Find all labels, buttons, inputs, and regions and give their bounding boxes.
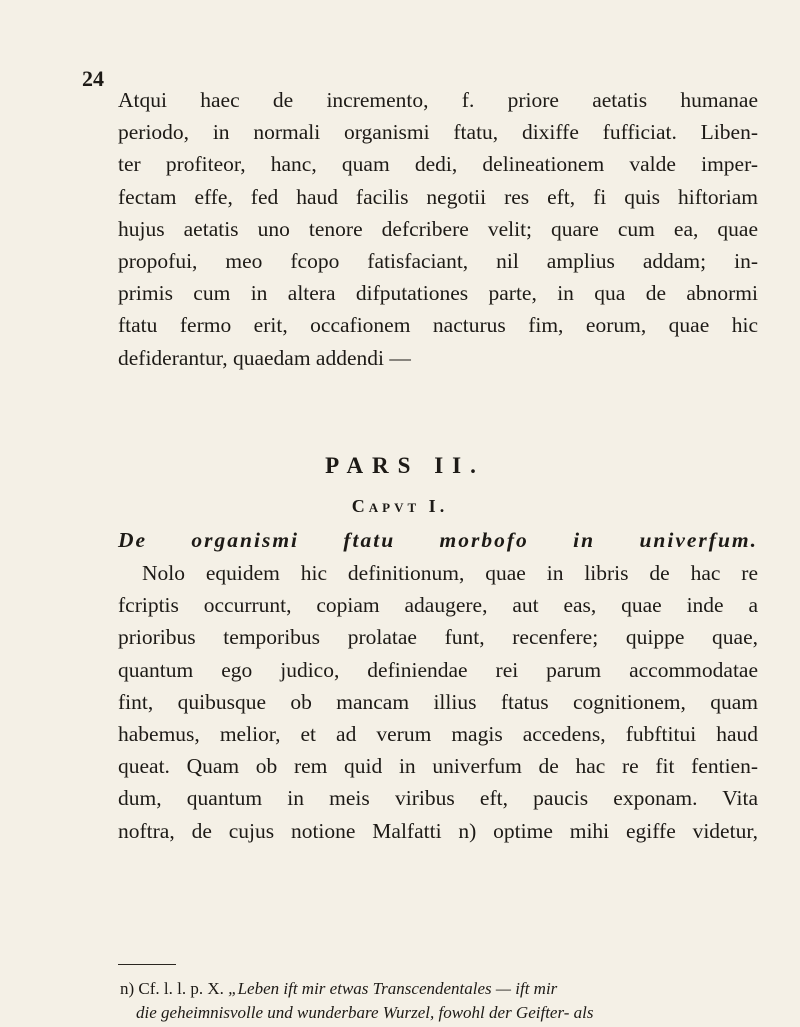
text-line: ter profiteor, hanc, quam dedi, delineationem valde imper- xyxy=(118,152,758,177)
text-line: fint, quibusque ob mancam illius ftatus cognitionem, quam xyxy=(118,689,758,714)
section-title: De organismi ftatu morbofo in univerfum. xyxy=(118,528,758,552)
page-number: 24 xyxy=(82,66,104,91)
text-line: quantum ego judico, definiendae rei parum accommodatae xyxy=(118,657,758,682)
footnote-quote: „Leben ift mir etwas Transcendentales — ift mir xyxy=(228,979,558,998)
text-line: prioribus temporibus prolatae funt, recenfere; quippe quae, xyxy=(118,625,758,650)
text-line: fcriptis occurrunt, copiam adaugere, aut eas, quae inde a xyxy=(118,593,758,618)
text-line: noftra, de cujus notione Malfatti n) optime mihi egiffe videtur, xyxy=(118,818,758,843)
text-line: queat. Quam ob rem quid in univerfum de hac re fit fentien- xyxy=(118,754,758,779)
text-line: periodo, in normali organismi ftatu, dixiffe fufficiat. Liben- xyxy=(118,120,758,145)
text-line: Nolo equidem hic definitionum, quae in libris de hac re xyxy=(142,561,758,585)
footnote-reference: n) Cf. l. l. p. X. xyxy=(120,979,224,998)
footnote xyxy=(120,977,758,1025)
footnote-rule xyxy=(118,964,176,965)
text-line: propofui, meo fcopo fatisfaciant, nil amplius addam; in- xyxy=(118,248,758,273)
part-title: PARS II. xyxy=(325,453,485,478)
chapter-title: Capvt I. xyxy=(351,496,449,516)
text-line: habemus, melior, et ad verum magis accedens, fubftitui haud xyxy=(118,721,758,746)
text-line: fectam effe, fed haud facilis negotii res eft, fi quis hiftoriam xyxy=(118,184,758,209)
footnote-line xyxy=(120,1001,758,1025)
text-line: Atqui haec de incremento, f. priore aetatis humanae xyxy=(118,88,758,112)
text-line: primis cum in altera difputationes parte, in qua de abnormi xyxy=(118,281,758,306)
text-line: dum, quantum in meis viribus eft, paucis exponam. Vita xyxy=(118,786,758,811)
text-line: hujus aetatis uno tenore defcribere velit; quare cum ea, quae xyxy=(118,216,758,241)
text-line: ftatu fermo erit, occafionem nacturus fim, eorum, quae hic xyxy=(118,313,758,338)
footnote-line xyxy=(120,977,758,1001)
text-line: defiderantur, quaedam addendi — xyxy=(118,345,411,370)
intro-paragraph xyxy=(118,84,758,374)
section-paragraph xyxy=(118,557,758,847)
footnote-quote-continued: die geheimnisvolle und wunderbare Wurzel, fowohl der Geifter- als xyxy=(136,1003,594,1022)
